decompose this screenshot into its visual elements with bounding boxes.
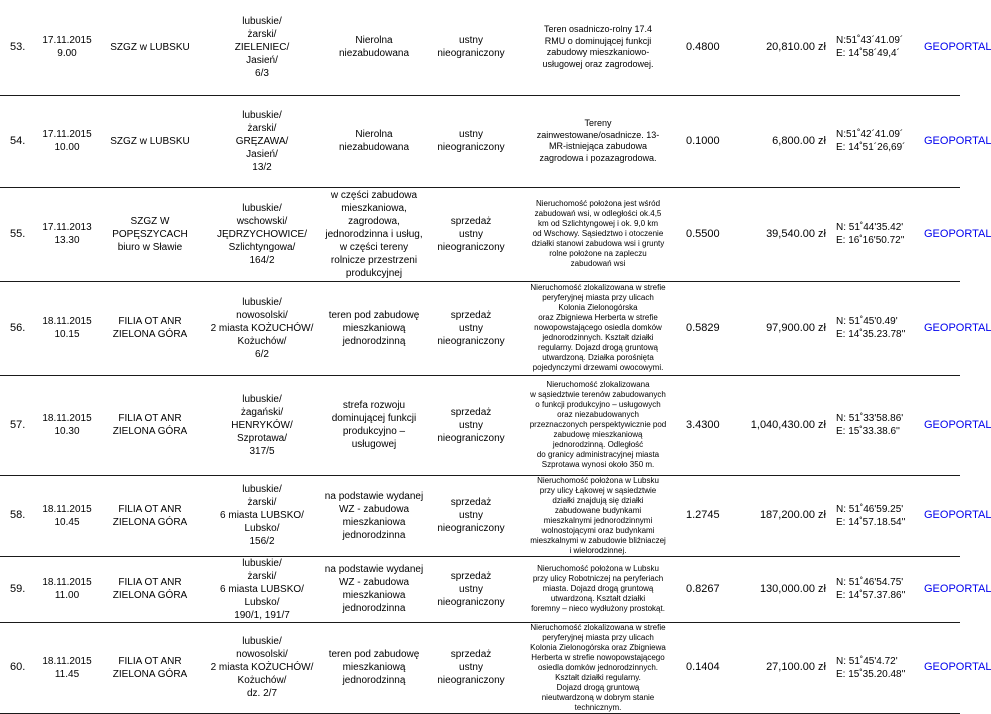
- coordinates: N: 51˚46'54.75' E: 14˚57.37.86'': [832, 556, 922, 622]
- property-type: Nierolna niezabudowana: [322, 95, 426, 187]
- auction-form: ustny nieograniczony: [426, 95, 516, 187]
- table-row: [0, 281, 960, 375]
- auction-date: 17.11.2015 9.00: [36, 0, 98, 95]
- geoportal-link: [922, 95, 991, 187]
- coordinates: N: 51˚46'59.25' E: 14˚57.18.54'': [832, 475, 922, 556]
- property-area: 0.1000: [680, 95, 740, 187]
- property-area: 3.4300: [680, 375, 740, 475]
- row-number: 55.: [0, 187, 36, 281]
- starting-price: 187,200.00 zł: [740, 475, 832, 556]
- organizer: FILIA OT ANR ZIELONA GÓRA: [98, 556, 202, 622]
- property-area: 1.2745: [680, 475, 740, 556]
- auction-date: 18.11.2015 11.00: [36, 556, 98, 622]
- property-description: Teren osadniczo-rolny 17.4 RMU o dominującej funkcji zabudowy mieszkaniowo- usługowej oraz zagrodowej.: [516, 0, 680, 95]
- property-description: Nieruchomość położona jest wśród zabudowań wsi, w odległości ok.4,5 km od Szlichtyngowej i ok. 9,0 km od Wschowy. Sąsiedztwo i otoczenie działki stanowi zabudowa wsi i grunty rolne położone na zapleczu zabudowań wsi: [516, 187, 680, 281]
- row-number: 57.: [0, 375, 36, 475]
- auction-date: 18.11.2015 10.30: [36, 375, 98, 475]
- auction-date: 18.11.2015 10.45: [36, 475, 98, 556]
- auction-date: 17.11.2013 13.30: [36, 187, 98, 281]
- coordinates: N:51˚42´41.09´ E: 14˚51´26,69´: [832, 95, 922, 187]
- geoportal-link[interactable]: GEOPORTAL: [924, 418, 991, 431]
- auction-form: sprzedaż ustny nieograniczony: [426, 556, 516, 622]
- organizer: FILIA OT ANR ZIELONA GÓRA: [98, 281, 202, 375]
- auction-date: 18.11.2015 11.45: [36, 622, 98, 713]
- auction-date: 18.11.2015 10.15: [36, 281, 98, 375]
- row-number: 56.: [0, 281, 36, 375]
- geoportal-link: [922, 556, 991, 622]
- geoportal-link[interactable]: GEOPORTAL: [924, 134, 991, 147]
- property-location: lubuskie/ wschowski/ JĘDRZYCHOWICE/ Szlichtyngowa/ 164/2: [202, 187, 322, 281]
- geoportal-link[interactable]: GEOPORTAL: [924, 227, 991, 240]
- row-number: 60.: [0, 622, 36, 713]
- property-description: Tereny zainwestowane/osadnicze. 13- MR-istniejąca zabudowa zagrodowa i pozazagrodowa.: [516, 95, 680, 187]
- table-row: [0, 375, 960, 475]
- coordinates: N: 51˚45'0.49' E: 14˚35.23.78'': [832, 281, 922, 375]
- property-location: lubuskie/ żarski/ 6 miasta LUBSKO/ Lubsko/ 156/2: [202, 475, 322, 556]
- geoportal-link[interactable]: GEOPORTAL: [924, 509, 991, 521]
- coordinates: N:51˚43´41.09´ E: 14˚58´49,4´: [832, 0, 922, 95]
- property-description: Nieruchomość zlokalizowana w sąsiedztwie terenów zabudowanych o funkcji produkcyjno – usługowych oraz niezabudowanych przeznaczonych perspektywicznie pod zabudowę mieszkaniową jednorodzinną. Odległość do granicy administracyjnej miasta Szprotawa wynosi około 350 m.: [516, 375, 680, 475]
- geoportal-link: [922, 0, 991, 95]
- property-location: lubuskie/ żarski/ ZIELENIEC/ Jasień/ 6/3: [202, 0, 322, 95]
- starting-price: 130,000.00 zł: [740, 556, 832, 622]
- property-area: 0.4800: [680, 0, 740, 95]
- geoportal-link: [922, 375, 991, 475]
- table-row: [0, 556, 960, 622]
- auction-form: sprzedaż ustny nieograniczony: [426, 187, 516, 281]
- property-location: lubuskie/ żarski/ GRĘZAWA/ Jasień/ 13/2: [202, 95, 322, 187]
- property-area: 0.1404: [680, 622, 740, 713]
- property-location: lubuskie/ żarski/ 6 miasta LUBSKO/ Lubsko/ 190/1, 191/7: [202, 556, 322, 622]
- property-type: teren pod zabudowę mieszkaniową jednorodzinną: [322, 622, 426, 713]
- geoportal-link[interactable]: GEOPORTAL: [924, 40, 991, 53]
- geoportal-link[interactable]: GEOPORTAL: [924, 321, 991, 334]
- property-description: Nieruchomość położona w Lubsku przy ulicy Łąkowej w sąsiedztwie działki znajdują się działki zabudowane budynkami mieszkalnymi jednorodzinnymi wolnostojącymi oraz budynkami mieszkalnymi w zabudowie bliźniaczej i wielorodzinnej.: [516, 475, 680, 556]
- property-description: Nieruchomość zlokalizowana w strefie peryferyjnej miasta przy ulicach Kolonia Zielonogórska oraz Zbigniewa Herberta w strefie nowopowstającego osiedla domków jednorodzinnych. Kształt działki regularny. Dojazd drogą gruntową utwardzoną. Działka porośnięta pojedynczymi drzewami owocowymi.: [516, 281, 680, 375]
- property-area: 0.5829: [680, 281, 740, 375]
- property-type: teren pod zabudowę mieszkaniową jednorodzinną: [322, 281, 426, 375]
- table-row: [0, 95, 960, 187]
- starting-price: 6,800.00 zł: [740, 95, 832, 187]
- table-row: [0, 0, 960, 95]
- coordinates: N: 51˚45'4.72' E: 15˚35.20.48'': [832, 622, 922, 713]
- property-area: 0.8267: [680, 556, 740, 622]
- auction-form: ustny nieograniczony: [426, 0, 516, 95]
- organizer: FILIA OT ANR ZIELONA GÓRA: [98, 475, 202, 556]
- property-location: lubuskie/ nowosolski/ 2 miasta KOŻUCHÓW/ Kożuchów/ 6/2: [202, 281, 322, 375]
- organizer: SZGZ W POPĘSZYCACH biuro w Sławie: [98, 187, 202, 281]
- table-row: [0, 622, 960, 713]
- property-type: na podstawie wydanej WZ - zabudowa mieszkaniowa jednorodzinna: [322, 556, 426, 622]
- geoportal-link: [922, 622, 991, 713]
- property-type: Nierolna niezabudowana: [322, 0, 426, 95]
- geoportal-link: [922, 475, 991, 556]
- coordinates: N: 51˚33'58.86' E: 15˚33.38.6'': [832, 375, 922, 475]
- table-row: [0, 475, 960, 556]
- property-type: w części zabudowa mieszkaniowa, zagrodowa, jednorodzinna i usług, w części tereny rolnicze przestrzeni produkcyjnej: [322, 187, 426, 281]
- auction-form: sprzedaż ustny nieograniczony: [426, 622, 516, 713]
- row-number: 58.: [0, 475, 36, 556]
- row-number: 53.: [0, 0, 36, 95]
- auction-form: sprzedaż ustny nieograniczony: [426, 375, 516, 475]
- property-location: lubuskie/ nowosolski/ 2 miasta KOŻUCHÓW/ Kożuchów/ dz. 2/7: [202, 622, 322, 713]
- auction-form: sprzedaż ustny nieograniczony: [426, 475, 516, 556]
- coordinates: N: 51˚44'35.42' E: 16˚16'50.72'': [832, 187, 922, 281]
- property-type: na podstawie wydanej WZ - zabudowa mieszkaniowa jednorodzinna: [322, 475, 426, 556]
- organizer: FILIA OT ANR ZIELONA GÓRA: [98, 622, 202, 713]
- geoportal-link: [922, 281, 991, 375]
- starting-price: 39,540.00 zł: [740, 187, 832, 281]
- row-number: 59.: [0, 556, 36, 622]
- organizer: FILIA OT ANR ZIELONA GÓRA: [98, 375, 202, 475]
- starting-price: 20,810.00 zł: [740, 0, 832, 95]
- geoportal-link[interactable]: GEOPORTAL: [924, 582, 991, 595]
- table-row: [0, 187, 960, 281]
- auction-date: 17.11.2015 10.00: [36, 95, 98, 187]
- property-location: lubuskie/ żagański/ HENRYKÓW/ Szprotawa/ 317/5: [202, 375, 322, 475]
- organizer: SZGZ w LUBSKU: [98, 95, 202, 187]
- property-type: strefa rozwoju dominującej funkcji produkcyjno – usługowej: [322, 375, 426, 475]
- geoportal-link[interactable]: GEOPORTAL: [924, 661, 991, 673]
- property-area: 0.5500: [680, 187, 740, 281]
- row-number: 54.: [0, 95, 36, 187]
- starting-price: 27,100.00 zł: [740, 622, 832, 713]
- starting-price: 1,040,430.00 zł: [740, 375, 832, 475]
- property-description: Nieruchomość położona w Lubsku przy ulicy Robotniczej na peryferiach miasta. Dojazd drogą gruntową utwardzoną. Kształt działki foremny – nieco wydłużony prostokąt.: [516, 556, 680, 622]
- organizer: SZGZ w LUBSKU: [98, 0, 202, 95]
- geoportal-link: [922, 187, 991, 281]
- auction-form: sprzedaż ustny nieograniczony: [426, 281, 516, 375]
- property-description: Nieruchomość zlokalizowana w strefie peryferyjnej miasta przy ulicach Kolonia Zielonogórska oraz Zbigniewa Herberta w strefie nowopowstającego osiedla domków jednorodzinnych. Kształt działki regularny. Dojazd drogą gruntową nieutwardzoną w dobrym stanie technicznym.: [516, 622, 680, 713]
- starting-price: 97,900.00 zł: [740, 281, 832, 375]
